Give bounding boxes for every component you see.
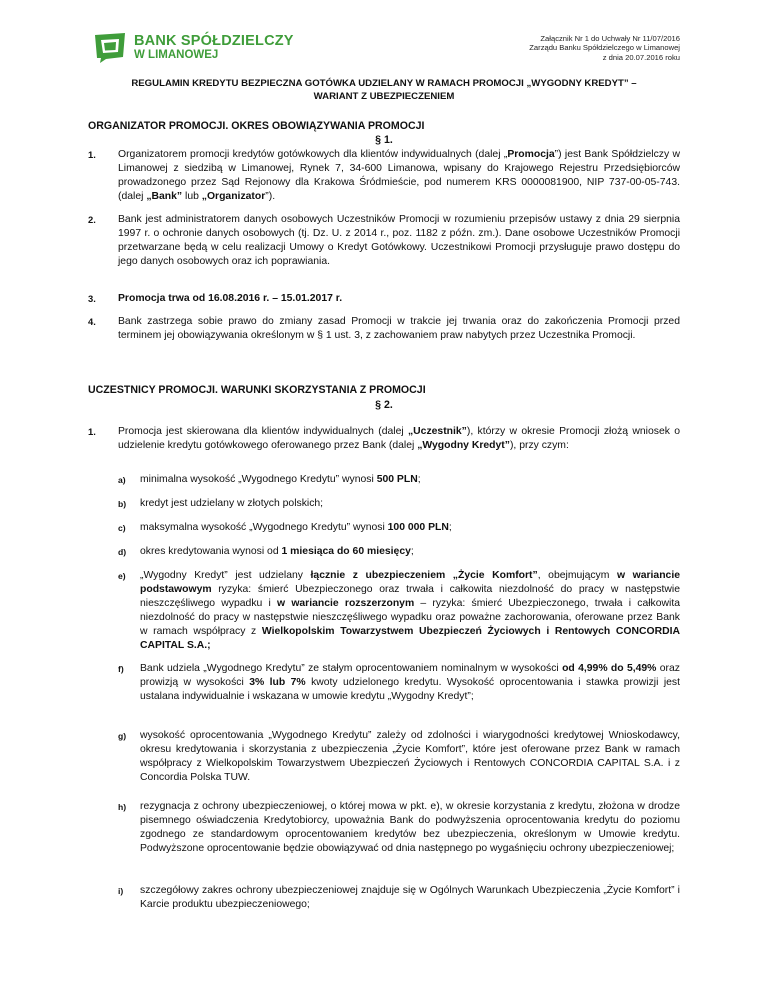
sub-item-letter: h) [118, 802, 127, 812]
section-1-item-2 [88, 213, 680, 269]
bank-logo-icon [92, 32, 128, 64]
document-title-line-1: REGULAMIN KREDYTU BEZPIECZNA GOTÓWKA UDZIELANY W RAMACH PROMOCJI „WYGODNY KREDYT” – [131, 78, 637, 89]
sub-item-text: rezygnacja z ochrony ubezpieczeniowej, o której mowa w pkt. e), w okresie korzystania z kredytu, złożona w drodze pisemnego oświadczenia Kredytobiorcy, upoważnia Bank do podwyższenia oprocentowania kredytu do poziomu zgodnego ze standardowym oprocentowaniem kredytów bez ubezpieczenia, określonym w Umowie kredytu. Podwyższone oprocentowanie będzie obowiązywać od dnia następnego po wygaśnięciu ochrony ubezpieczeniowej; [140, 801, 680, 855]
item-text: Bank zastrzega sobie prawo do zmiany zasad Promocji w trakcie jej trwania oraz do zakończenia Promocji przed terminem jej obowiązywania określonym w § 1 ust. 3, z zachowaniem praw nabytych przez Uczestnika Promocji. [118, 316, 680, 342]
annex-line-1: Załącznik Nr 1 do Uchwały Nr 11/07/2016 [540, 34, 680, 43]
bank-logo-name: BANK SPÓŁDZIELCZY [134, 33, 294, 49]
sub-item-a [118, 473, 680, 487]
sub-item-letter: d) [118, 547, 127, 557]
sub-item-letter: i) [118, 886, 124, 896]
sub-item-text: „Wygodny Kredyt” jest udzielany łącznie z ubezpieczeniem „Życie Komfort”, obejmującym w wariancie podstawowym ryzyka: śmierć Ubezpieczonego oraz trwała i całkowita niezdolność do pracy w następstwie nieszczęśliwego wypadku i w wariancie rozszerzonym – ryzyka: śmierć Ubezpieczonego, trwała i całkowita niezdolność do pracy w następstwie nieszczęśliwego wypadku oraz poważne zachorowania, oferowane przez Bank w ramach współpracy z Wielkopolskim Towarzystwem Ubezpieczeń Życiowych i Rentowych CONCORDIA CAPITAL S.A.; [140, 570, 680, 652]
sub-item-i [118, 884, 680, 912]
item-text: Promocja jest skierowana dla klientów indywidualnych (dalej „Uczestnik”), którzy w okresie Promocji złożą wniosek o udzielenie kredytu gotówkowego oferowanego przez Bank (dalej „Wygodny Kredyt”), przy czym: [118, 426, 680, 452]
item-number: 2. [88, 214, 96, 225]
item-text: Organizatorem promocji kredytów gotówkowych dla klientów indywidualnych (dalej „Promocja”) jest Bank Spółdzielczy w Limanowej z siedzibą w Limanowej, Rynek 7, 34-600 Limanowa, wpisany do Krajowego Rejestru Przedsiębiorców prowadzonego przez Sąd Rejonowy dla Krakowa Śródmieście, pod numerem KRS 0000081900, NIP 737-00-05-743. (dalej „Bank” lub „Organizator”). [118, 149, 681, 203]
sub-item-letter: g) [118, 731, 127, 741]
section-1-item-1 [88, 148, 680, 204]
document-title [100, 78, 668, 103]
sub-item-text: wysokość oprocentowania „Wygodnego Kredytu” zależy od zdolności i wiarygodności kredytowej Wnioskodawcy, okresu kredytowania i skorzystania z ubezpieczenia „Życie Komfort”, które jest oferowane przez Bank w ramach współpracy z Wielkopolskim Towarzystwem Ubezpieczeń Życiowych i Rentowych CONCORDIA CAPITAL S.A. i z Concordia Polska TUW. [140, 730, 680, 784]
sub-item-d [118, 545, 680, 559]
sub-item-text: szczegółowy zakres ochrony ubezpieczeniowej znajduje się w Ogólnych Warunkach Ubezpieczenia „Życie Komfort” i Karcie produktu ubezpieczeniowego; [140, 885, 680, 911]
sub-item-c [118, 521, 680, 535]
sub-item-letter: b) [118, 499, 127, 509]
item-text: Bank jest administratorem danych osobowych Uczestników Promocji w rozumieniu przepisów ustawy z dnia 29 sierpnia 1997 r. o ochronie danych osobowych (tj. Dz. U. z 2014 r., poz. 1182 z późn. zm.). Dane osobowe Uczestników Promocji przetwarzane będą w celu realizacji Umowy o Kredyt Gotówkowy. Uczestnikowi Promocji przysługuje prawo dostępu do jego danych osobowych oraz ich poprawiania. [118, 214, 680, 268]
item-number: 1. [88, 426, 96, 437]
sub-item-text: kredyt jest udzielany w złotych polskich; [140, 498, 324, 509]
section-2-heading: UCZESTNICY PROMOCJI. WARUNKI SKORZYSTANIA Z PROMOCJI [88, 384, 426, 396]
sub-item-letter: e) [118, 571, 126, 581]
item-number: 1. [88, 149, 96, 160]
bank-logo-subtitle: W LIMANOWEJ [134, 49, 219, 61]
annex-line-2: Zarządu Banku Spółdzielczego w Limanowej [529, 43, 680, 53]
sub-item-text: Bank udziela „Wygodnego Kredytu” ze stałym oprocentowaniem nominalnym w wysokości od 4,99% do 5,49% oraz prowizją w wysokości 3% lub 7% kwoty udzielonego kredytu. Wysokość oprocentowania i stawka prowizji jest ustalana indywidualnie i wskazana w umowie kredytu „Wygodny Kredyt”; [140, 663, 681, 703]
sub-item-letter: c) [118, 523, 126, 533]
document-title-line-2: WARIANT Z UBEZPIECZENIEM [313, 90, 455, 102]
sub-item-g [118, 729, 680, 785]
sub-item-text: maksymalna wysokość „Wygodnego Kredytu” wynosi 100 000 PLN; [140, 522, 452, 533]
section-2-item-1 [88, 425, 680, 453]
annex-line-3: z dnia 20.07.2016 roku [602, 52, 680, 62]
sub-item-h [118, 800, 680, 856]
sub-item-letter: a) [118, 475, 126, 485]
sub-item-letter: f) [118, 664, 124, 674]
item-number: 3. [88, 293, 96, 304]
sub-item-text: minimalna wysokość „Wygodnego Kredytu” wynosi 500 PLN; [140, 474, 421, 485]
section-1-heading: ORGANIZATOR PROMOCJI. OKRES OBOWIĄZYWANIA PROMOCJI [88, 120, 425, 132]
sub-item-text: okres kredytowania wynosi od 1 miesiąca do 60 miesięcy; [140, 546, 414, 557]
section-1-item-4 [88, 315, 680, 343]
item-number: 4. [88, 316, 96, 327]
sub-item-f [118, 662, 680, 704]
bank-logo [92, 32, 302, 66]
sub-item-e [118, 569, 680, 654]
sub-item-b [118, 497, 680, 511]
section-2-paragraph-sign: § 2. [375, 399, 393, 411]
item-text: Promocja trwa od 16.08.2016 r. – 15.01.2017 r. [118, 293, 343, 304]
section-1-item-3 [88, 292, 680, 306]
annex-note [529, 34, 680, 62]
section-1-paragraph-sign: § 1. [375, 134, 393, 146]
